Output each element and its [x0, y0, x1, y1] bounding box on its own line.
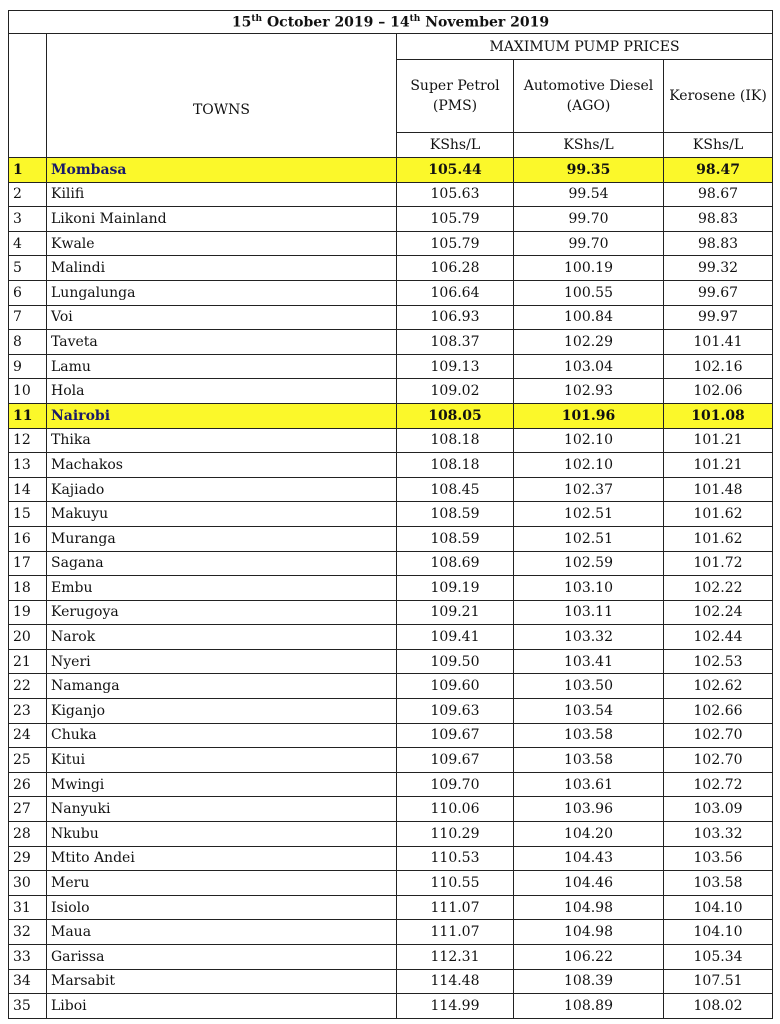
pms-price: 111.07: [397, 895, 514, 920]
town-name: Isiolo: [47, 895, 397, 920]
row-number: 6: [9, 280, 47, 305]
town-name: Lamu: [47, 354, 397, 379]
town-name: Garissa: [47, 945, 397, 970]
town-name: Marsabit: [47, 969, 397, 994]
max-pump-prices-header: MAXIMUM PUMP PRICES: [397, 34, 773, 60]
pms-price: 109.60: [397, 674, 514, 699]
ik-price: 102.44: [664, 625, 773, 650]
town-name: Nanyuki: [47, 797, 397, 822]
pms-price: 106.28: [397, 256, 514, 281]
row-number: 7: [9, 305, 47, 330]
pms-price: 108.18: [397, 428, 514, 453]
ago-price: 102.29: [514, 330, 664, 355]
town-name: Muranga: [47, 526, 397, 551]
table-row: [9, 256, 773, 281]
table-row: [9, 994, 773, 1019]
row-number: 16: [9, 526, 47, 551]
row-number: 11: [9, 403, 47, 428]
ago-price: 104.46: [514, 871, 664, 896]
row-number: 30: [9, 871, 47, 896]
ago-price: 103.96: [514, 797, 664, 822]
town-name: Liboi: [47, 994, 397, 1019]
town-name: Kiganjo: [47, 699, 397, 724]
ik-price: 99.67: [664, 280, 773, 305]
table-row: [9, 207, 773, 232]
town-name: Kajiado: [47, 477, 397, 502]
pms-price: 109.13: [397, 354, 514, 379]
row-number: 26: [9, 772, 47, 797]
pms-price: 108.18: [397, 453, 514, 478]
ago-price: 108.89: [514, 994, 664, 1019]
ago-price: 102.10: [514, 428, 664, 453]
ago-price: 102.51: [514, 502, 664, 527]
ik-price: 99.97: [664, 305, 773, 330]
ago-price: 99.70: [514, 231, 664, 256]
ik-price: 102.06: [664, 379, 773, 404]
pms-price: 108.45: [397, 477, 514, 502]
row-number: 21: [9, 649, 47, 674]
ik-price: 102.16: [664, 354, 773, 379]
ik-price: 98.83: [664, 207, 773, 232]
ago-price: 103.54: [514, 699, 664, 724]
pms-price: 105.63: [397, 182, 514, 207]
ago-price: 102.93: [514, 379, 664, 404]
ik-price: 99.32: [664, 256, 773, 281]
ago-price: 106.22: [514, 945, 664, 970]
row-number: 29: [9, 846, 47, 871]
ago-price: 103.11: [514, 600, 664, 625]
town-name: Kilifi: [47, 182, 397, 207]
ik-price: 104.10: [664, 895, 773, 920]
row-number: 2: [9, 182, 47, 207]
row-number: 31: [9, 895, 47, 920]
town-name: Machakos: [47, 453, 397, 478]
ik-price: 103.56: [664, 846, 773, 871]
ago-price: 103.41: [514, 649, 664, 674]
ik-price: 104.10: [664, 920, 773, 945]
pms-price: 108.69: [397, 551, 514, 576]
row-number: 9: [9, 354, 47, 379]
row-number: 22: [9, 674, 47, 699]
towns-header: TOWNS: [47, 34, 397, 158]
table-row: [9, 871, 773, 896]
row-number: 35: [9, 994, 47, 1019]
table-row: [9, 477, 773, 502]
table-row: [9, 330, 773, 355]
row-number: 33: [9, 945, 47, 970]
table-row: [9, 354, 773, 379]
ago-price: 103.58: [514, 748, 664, 773]
ago-price: 101.96: [514, 403, 664, 428]
pms-price: 108.37: [397, 330, 514, 355]
town-name: Kerugoya: [47, 600, 397, 625]
table-row: [9, 969, 773, 994]
ago-price: 104.20: [514, 822, 664, 847]
ago-price: 104.98: [514, 895, 664, 920]
row-number: 28: [9, 822, 47, 847]
period-title: 15th October 2019 – 14th November 2019: [9, 11, 773, 34]
pms-price: 108.59: [397, 526, 514, 551]
row-number: 25: [9, 748, 47, 773]
ago-price: 99.54: [514, 182, 664, 207]
pms-price: 114.48: [397, 969, 514, 994]
ik-price: 102.72: [664, 772, 773, 797]
table-row: [9, 846, 773, 871]
town-name: Kwale: [47, 231, 397, 256]
table-row: [9, 551, 773, 576]
table-row: [9, 502, 773, 527]
row-number: 32: [9, 920, 47, 945]
town-name: Malindi: [47, 256, 397, 281]
pms-price: 109.41: [397, 625, 514, 650]
ago-price: 103.10: [514, 576, 664, 601]
ik-price: 102.66: [664, 699, 773, 724]
ik-price: 108.02: [664, 994, 773, 1019]
table-row: [9, 600, 773, 625]
pms-price: 109.63: [397, 699, 514, 724]
row-number: 1: [9, 158, 47, 183]
row-number: 19: [9, 600, 47, 625]
ago-price: 103.32: [514, 625, 664, 650]
ik-price: 102.22: [664, 576, 773, 601]
pms-price: 110.53: [397, 846, 514, 871]
row-number: 27: [9, 797, 47, 822]
town-name: Meru: [47, 871, 397, 896]
ago-price: 103.04: [514, 354, 664, 379]
row-number: 17: [9, 551, 47, 576]
table-row: [9, 895, 773, 920]
town-name: Thika: [47, 428, 397, 453]
town-name: Nkubu: [47, 822, 397, 847]
town-name: Makuyu: [47, 502, 397, 527]
ik-price: 101.21: [664, 428, 773, 453]
row-number: 5: [9, 256, 47, 281]
town-name: Maua: [47, 920, 397, 945]
ik-price: 103.58: [664, 871, 773, 896]
ik-price: 98.83: [664, 231, 773, 256]
pms-price: 110.55: [397, 871, 514, 896]
row-number: 15: [9, 502, 47, 527]
pms-price: 109.50: [397, 649, 514, 674]
ik-price: 101.72: [664, 551, 773, 576]
ago-price: 103.61: [514, 772, 664, 797]
row-number: 4: [9, 231, 47, 256]
ik-price: 101.48: [664, 477, 773, 502]
ik-price: 101.08: [664, 403, 773, 428]
town-name: Embu: [47, 576, 397, 601]
ago-price: 103.50: [514, 674, 664, 699]
town-name: Taveta: [47, 330, 397, 355]
table-row: [9, 453, 773, 478]
ago-price: 102.10: [514, 453, 664, 478]
ik-price: 98.67: [664, 182, 773, 207]
table-row: [9, 231, 773, 256]
ik-price: 101.62: [664, 526, 773, 551]
ago-price: 104.43: [514, 846, 664, 871]
pms-price: 109.21: [397, 600, 514, 625]
row-number: 14: [9, 477, 47, 502]
town-name: Chuka: [47, 723, 397, 748]
table-row: [9, 280, 773, 305]
pms-price: 114.99: [397, 994, 514, 1019]
table-row: [9, 625, 773, 650]
town-name: Nyeri: [47, 649, 397, 674]
row-number: 24: [9, 723, 47, 748]
row-number: 34: [9, 969, 47, 994]
pms-header: Super Petrol (PMS): [397, 60, 514, 133]
pms-price: 106.64: [397, 280, 514, 305]
table-row: [9, 920, 773, 945]
pms-price: 105.79: [397, 207, 514, 232]
pms-price: 111.07: [397, 920, 514, 945]
table-row: [9, 649, 773, 674]
pms-price: 109.67: [397, 723, 514, 748]
pump-prices-table: [8, 10, 773, 1019]
table-row: [9, 158, 773, 183]
row-number: 13: [9, 453, 47, 478]
table-row: [9, 182, 773, 207]
ago-header: Automotive Diesel (AGO): [514, 60, 664, 133]
ago-price: 100.19: [514, 256, 664, 281]
pms-price: 108.59: [397, 502, 514, 527]
table-row: [9, 772, 773, 797]
ik-price: 102.70: [664, 748, 773, 773]
table-row: [9, 699, 773, 724]
pms-unit: KShs/L: [397, 133, 514, 158]
pms-price: 108.05: [397, 403, 514, 428]
town-name: Likoni Mainland: [47, 207, 397, 232]
pms-price: 106.93: [397, 305, 514, 330]
ago-price: 104.98: [514, 920, 664, 945]
ago-price: 99.35: [514, 158, 664, 183]
ik-price: 102.62: [664, 674, 773, 699]
row-number: 12: [9, 428, 47, 453]
ik-price: 101.62: [664, 502, 773, 527]
town-name: Voi: [47, 305, 397, 330]
pms-price: 109.67: [397, 748, 514, 773]
pms-price: 110.29: [397, 822, 514, 847]
table-row: [9, 305, 773, 330]
table-row: [9, 748, 773, 773]
price-rows: [9, 158, 773, 1019]
table-row: [9, 723, 773, 748]
ik-price: 98.47: [664, 158, 773, 183]
table-row: [9, 945, 773, 970]
pms-price: 112.31: [397, 945, 514, 970]
pms-price: 105.44: [397, 158, 514, 183]
table-row: [9, 797, 773, 822]
row-number: 18: [9, 576, 47, 601]
ago-price: 102.51: [514, 526, 664, 551]
row-number: 3: [9, 207, 47, 232]
ik-price: 102.70: [664, 723, 773, 748]
table-row: [9, 403, 773, 428]
table-row: [9, 674, 773, 699]
row-number: 10: [9, 379, 47, 404]
ik-price: 101.41: [664, 330, 773, 355]
table-row: [9, 379, 773, 404]
town-name: Mtito Andei: [47, 846, 397, 871]
ik-price: 102.24: [664, 600, 773, 625]
pms-price: 109.19: [397, 576, 514, 601]
town-name: Mwingi: [47, 772, 397, 797]
town-name: Lungalunga: [47, 280, 397, 305]
pms-price: 109.70: [397, 772, 514, 797]
row-number: 20: [9, 625, 47, 650]
ik-header: Kerosene (IK): [664, 60, 773, 133]
table-row: [9, 428, 773, 453]
town-name: Hola: [47, 379, 397, 404]
ago-price: 102.59: [514, 551, 664, 576]
ago-price: 102.37: [514, 477, 664, 502]
ik-unit: KShs/L: [664, 133, 773, 158]
town-name: Nairobi: [47, 403, 397, 428]
ago-price: 100.55: [514, 280, 664, 305]
ago-price: 103.58: [514, 723, 664, 748]
ik-price: 103.32: [664, 822, 773, 847]
pms-price: 110.06: [397, 797, 514, 822]
town-name: Kitui: [47, 748, 397, 773]
number-column-header: [9, 34, 47, 158]
ago-price: 108.39: [514, 969, 664, 994]
ago-unit: KShs/L: [514, 133, 664, 158]
ik-price: 103.09: [664, 797, 773, 822]
table-row: [9, 576, 773, 601]
row-number: 8: [9, 330, 47, 355]
ago-price: 100.84: [514, 305, 664, 330]
ik-price: 102.53: [664, 649, 773, 674]
ago-price: 99.70: [514, 207, 664, 232]
row-number: 23: [9, 699, 47, 724]
ik-price: 101.21: [664, 453, 773, 478]
ik-price: 107.51: [664, 969, 773, 994]
town-name: Narok: [47, 625, 397, 650]
pms-price: 105.79: [397, 231, 514, 256]
town-name: Mombasa: [47, 158, 397, 183]
pms-price: 109.02: [397, 379, 514, 404]
table-row: [9, 822, 773, 847]
ik-price: 105.34: [664, 945, 773, 970]
table-row: [9, 526, 773, 551]
town-name: Namanga: [47, 674, 397, 699]
town-name: Sagana: [47, 551, 397, 576]
